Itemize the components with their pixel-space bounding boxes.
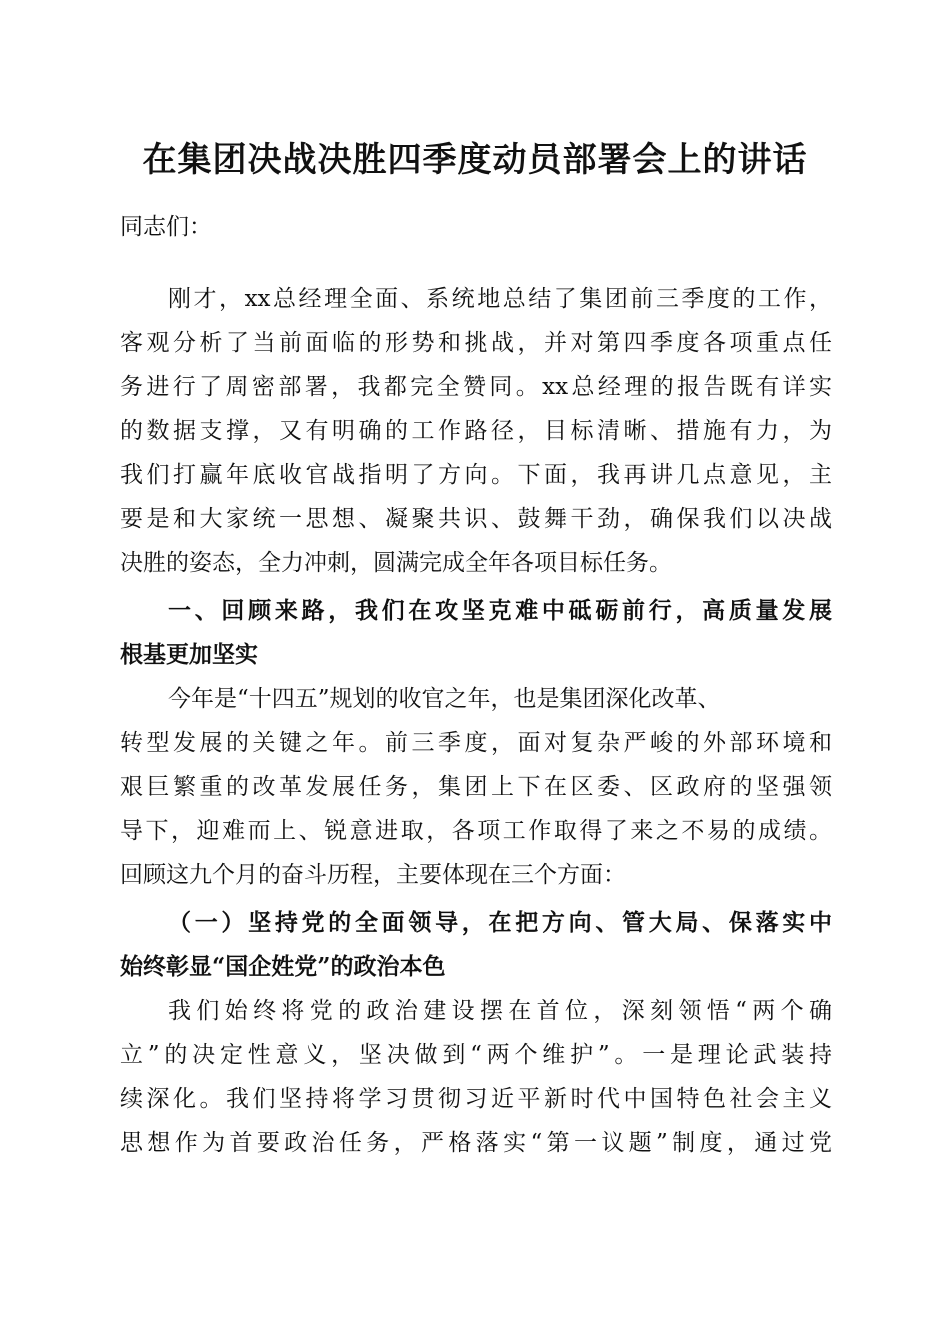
document-title: 在集团决战决胜四季度动员部署会上的讲话 [142, 140, 808, 180]
paragraph-line: 续深化。我们坚持将学习贯彻习近平新时代中国特色社会主义 [120, 1086, 832, 1112]
subsection-heading: （一）坚持党的全面领导，在把方向、管大局、保落实中 [168, 909, 832, 936]
paragraph-line: 要是和大家统一思想、凝聚共识、鼓舞干劲，确保我们以决战 [120, 506, 832, 532]
paragraph-line: 思想作为首要政治任务，严格落实“第一议题”制度，通过党 [120, 1130, 832, 1156]
paragraph-line: 务进行了周密部署，我都完全赞同。xx总经理的报告既有详实 [120, 374, 832, 400]
paragraph-line: 的数据支撑，又有明确的工作路径，目标清晰、措施有力，为 [120, 418, 832, 444]
paragraph-line: 回顾这九个月的奋斗历程，主要体现在三个方面： [120, 862, 626, 888]
paragraph-line: 立”的决定性意义，坚决做到“两个维护”。一是理论武装持 [120, 1042, 832, 1068]
paragraph-line: 艰巨繁重的改革发展任务，集团上下在区委、区政府的坚强领 [120, 774, 832, 800]
salutation: 同志们： [120, 214, 212, 240]
subsection-heading: 始终彰显“国企姓党”的政治本色 [120, 953, 446, 980]
paragraph-line: 决胜的姿态，全力冲刺，圆满完成全年各项目标任务。 [120, 550, 672, 576]
paragraph-line: 今年是“十四五”规划的收官之年，也是集团深化改革、 [168, 686, 721, 712]
paragraph-line: 转型发展的关键之年。前三季度，面对复杂严峻的外部环境和 [120, 730, 832, 756]
paragraph-line: 客观分析了当前面临的形势和挑战，并对第四季度各项重点任 [120, 330, 832, 356]
section-heading: 根基更加坚实 [120, 642, 258, 668]
paragraph-line: 我们始终将党的政治建设摆在首位，深刻领悟“两个确 [168, 998, 832, 1024]
paragraph-line: 我们打赢年底收官战指明了方向。下面，我再讲几点意见，主 [120, 462, 832, 488]
paragraph-line: 刚才，xx总经理全面、系统地总结了集团前三季度的工作， [168, 286, 832, 312]
paragraph-line: 导下，迎难而上、锐意进取，各项工作取得了来之不易的成绩。 [120, 818, 832, 844]
section-heading: 一、回顾来路，我们在攻坚克难中砥砺前行，高质量发展 [168, 598, 832, 624]
